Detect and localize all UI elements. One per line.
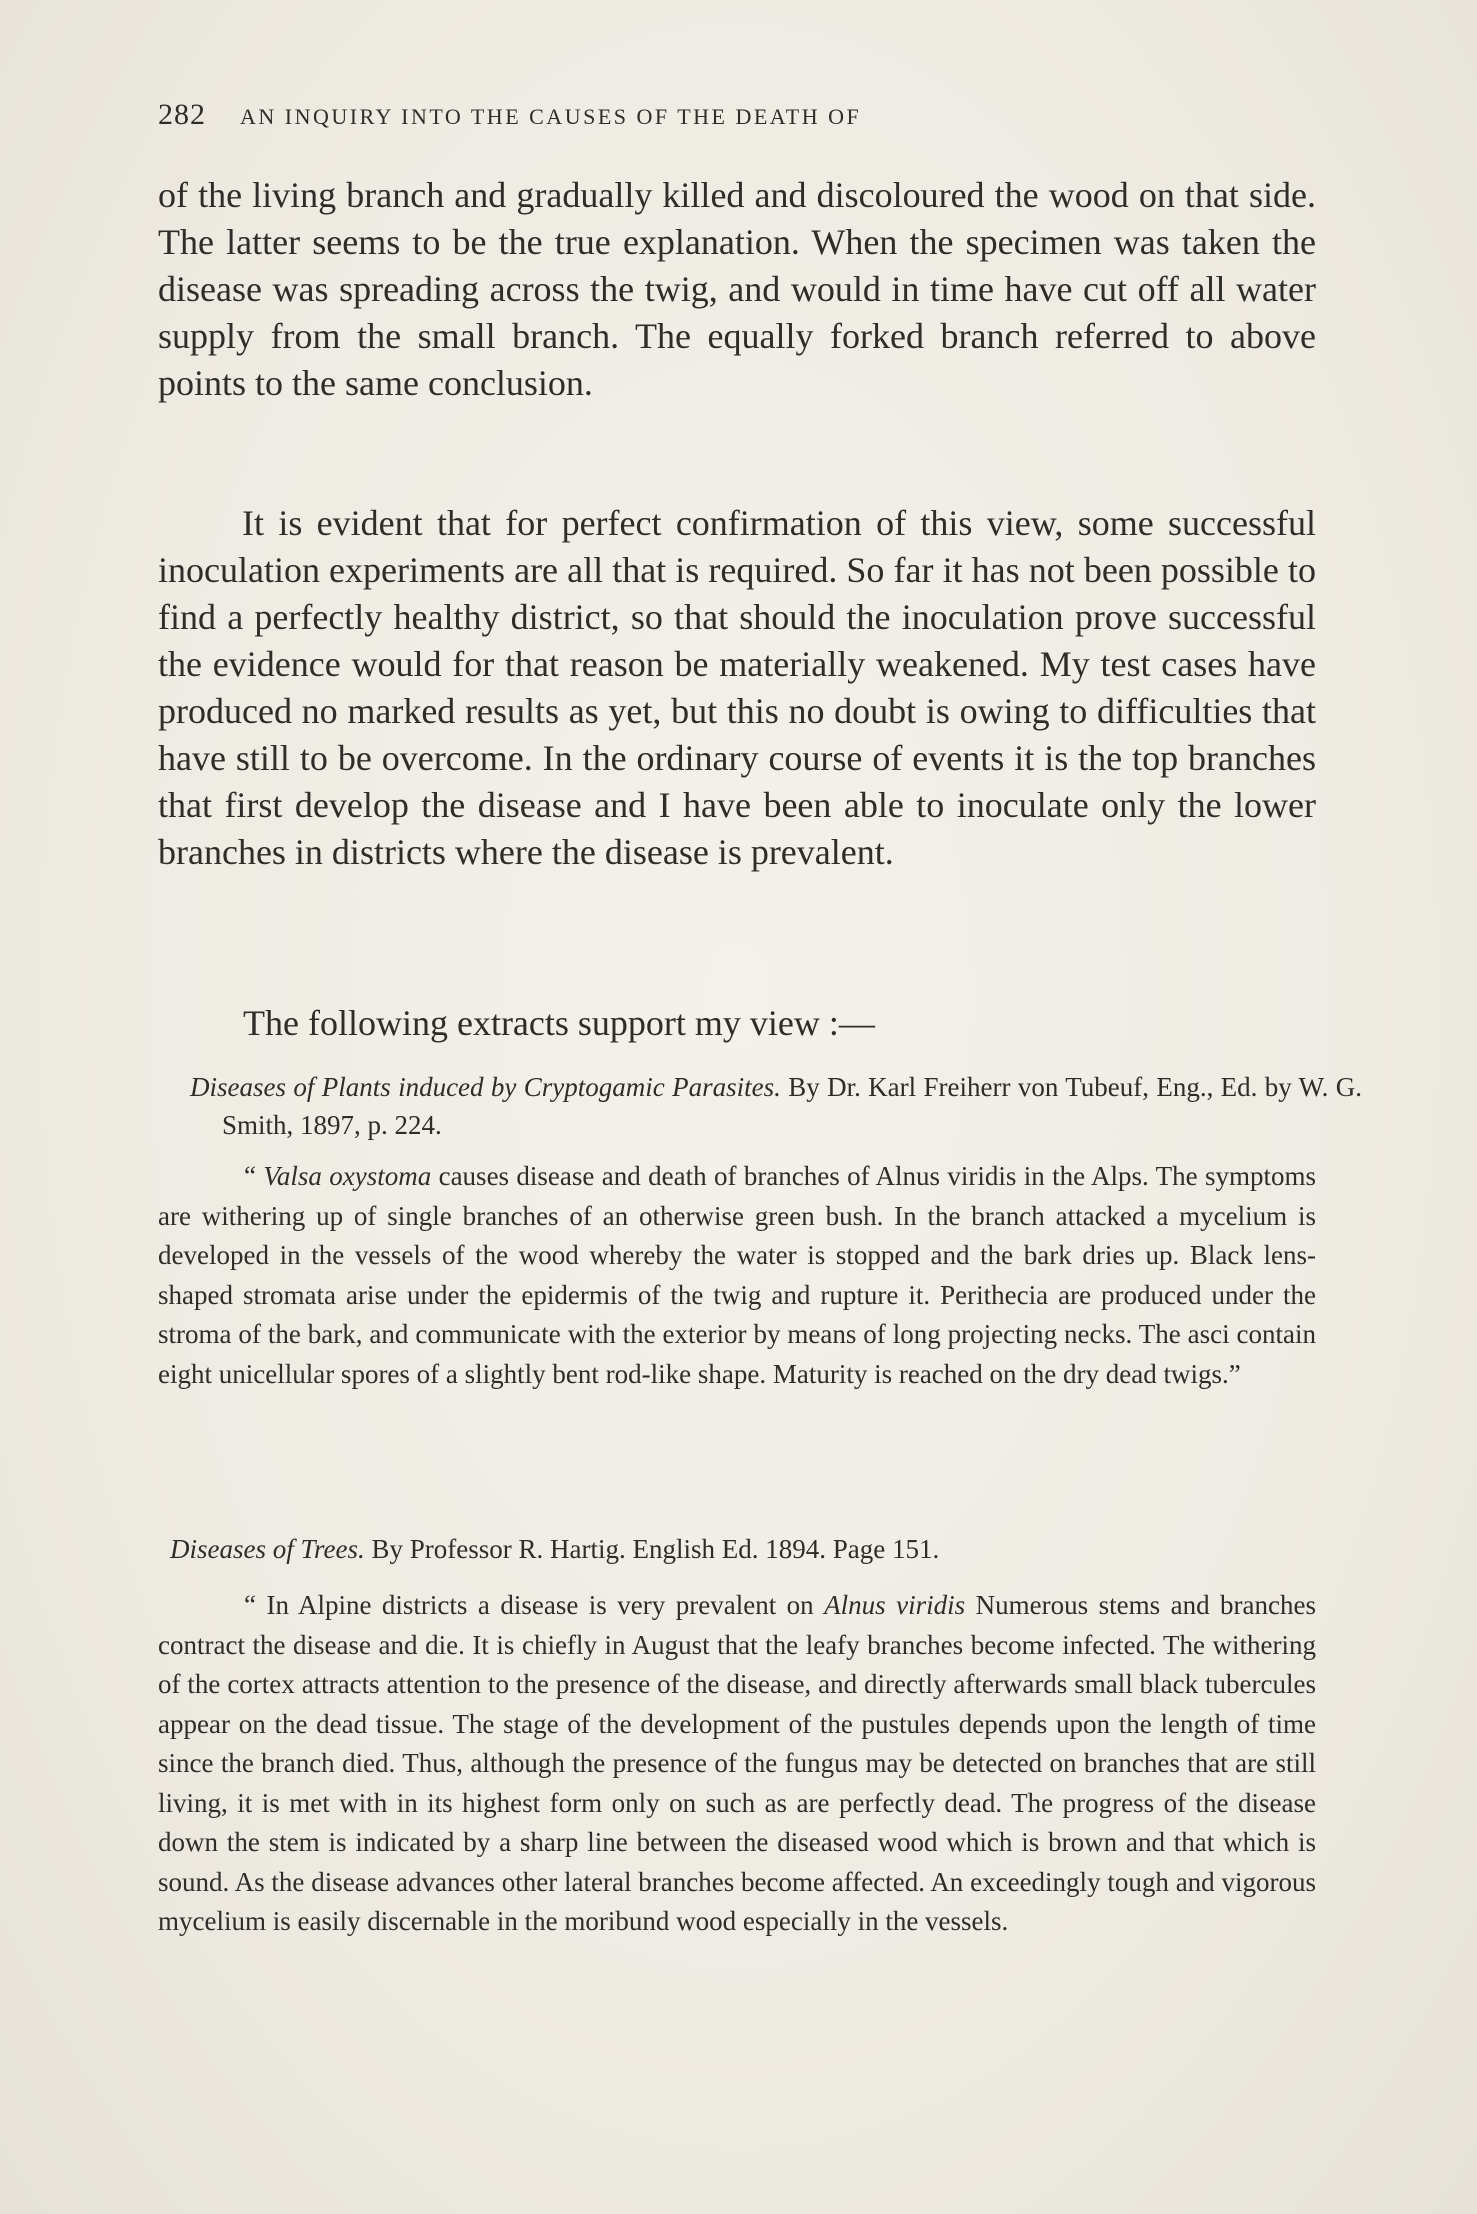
running-title: AN INQUIRY INTO THE CAUSES OF THE DEATH OF [240, 104, 862, 129]
quote-open: “ In Alpine districts a disease is very prevalent on [244, 1590, 825, 1620]
citation-details: By Professor R. Hartig. English Ed. 1894. Page 151. [364, 1534, 940, 1564]
page-header [158, 98, 1318, 138]
species-name: Valsa oxystoma [263, 1161, 432, 1191]
citation-title: Diseases of Trees. [170, 1534, 365, 1564]
paragraph-inoculation: It is evident that for perfect confirmation of this view, some successful inoculation experiments are all that is required. So far it has not been possible to find a perfectly healthy district, so that should the inoculation prove successful the evidence would for that reason be materially weakened. My test cases have produced no marked results as yet, but this no doubt is owing to difficulties that have still to be overcome. In the ordinary course of events it is the top branches that first develop the disease and I have been able to inoculate only the lower branches in districts where the disease is prevalent. [158, 503, 1316, 872]
quote-text: Numerous stems and branches contract the disease and die. It is chiefly in August that the leafy branches become infected. The withering of the cortex attracts attention to the presence of the disease, and directly afterwards small black tubercules appear on the dead tissue. The stage of the development of the pustules depends upon the length of time since the branch died. Thus, although the presence of the fungus may be detected on branches that are still living, it is met with in its highest form only on such as are perfectly dead. The progress of the disease down the stem is indicated by a sharp line between the diseased wood which is brown and that which is sound. As the disease advances other lateral branches become affected. An exceedingly tough and vigorous mycelium is easily discernable in the moribund wood especially in the vessels. [158, 1590, 1316, 1936]
paragraph-extracts-intro: The following extracts support my view :— [243, 1003, 875, 1043]
citation-details: By Dr. Karl Freiherr von Tubeuf, Eng., Ed. by W. G. Smith, 1897, p. 224. [222, 1072, 1363, 1140]
paragraph-continued: of the living branch and gradually killed and discoloured the wood on that side. The latter seems to be the true explanation. When the specimen was taken the disease was spreading across the twig, and would in time have cut off all water supply from the small branch. The equally forked branch referred to above points to the same conclusion. [158, 175, 1316, 403]
page-number: 282 [158, 98, 206, 131]
quote-tubeuf [158, 1157, 1316, 1394]
citation-tubeuf [190, 1068, 1362, 1144]
quote-hartig [158, 1586, 1316, 1942]
quote-text: causes disease and death of branches of Alnus viridis in the Alps. The symptoms are withering up of single branches of an otherwise green bush. In the branch attacked a mycelium is developed in the vessels of the wood whereby the water is stopped and the bark dries up. Black lens-shaped stromata arise under the epidermis of the twig and rupture it. Perithecia are produced under the stroma of the bark, and communicate with the exterior by means of long projecting necks. The asci contain eight unicellular spores of a slightly bent rod-like shape. Maturity is reached on the dry dead twigs.” [158, 1161, 1317, 1389]
citation-title: Diseases of Plants induced by Cryptogamic Parasites. [190, 1072, 781, 1102]
citation-hartig [170, 1530, 1316, 1568]
species-name: Alnus viridis [824, 1590, 966, 1620]
quote-open: “ [244, 1161, 264, 1191]
